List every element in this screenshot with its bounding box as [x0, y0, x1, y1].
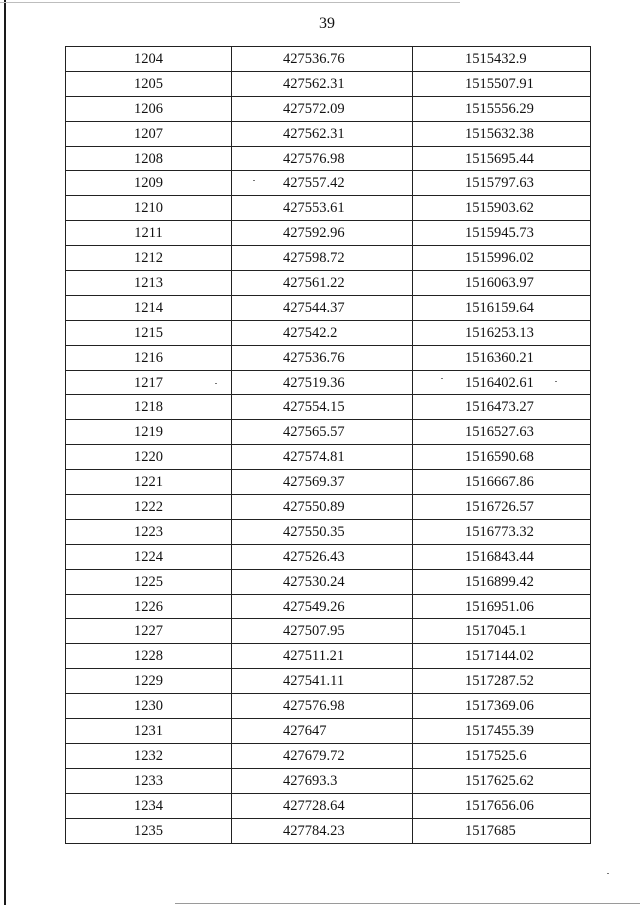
table-row: [66, 246, 591, 271]
table-row: [66, 221, 591, 246]
x-coordinate-cell: 427553.61: [232, 196, 413, 221]
x-coordinate-cell: 427542.2: [232, 320, 413, 345]
y-coordinate-cell: 1517287.52: [413, 669, 591, 694]
y-coordinate-cell: 1516590.68: [413, 445, 591, 470]
y-coordinate-cell: 1515556.29: [413, 96, 591, 121]
y-coordinate-cell: 1516063.97: [413, 271, 591, 296]
scan-bottom-edge: [175, 903, 640, 904]
x-coordinate-cell: 427554.15: [232, 395, 413, 420]
table-row: [66, 743, 591, 768]
point-number-cell: 1219: [66, 420, 232, 445]
x-coordinate-cell: 427565.57: [232, 420, 413, 445]
point-number-cell: 1233: [66, 768, 232, 793]
y-coordinate-cell: 1516159.64: [413, 295, 591, 320]
scan-left-edge: [4, 0, 6, 905]
point-number-cell: 1230: [66, 694, 232, 719]
page-number: 39: [319, 15, 335, 32]
table-row: [66, 121, 591, 146]
table-row: [66, 295, 591, 320]
point-number-cell: 1228: [66, 644, 232, 669]
table-row: [66, 495, 591, 520]
point-number-cell: 1218: [66, 395, 232, 420]
scan-speck: [607, 873, 609, 874]
table-row: [66, 370, 591, 395]
table-row: [66, 345, 591, 370]
point-number-cell: 1232: [66, 743, 232, 768]
x-coordinate-cell: 427507.95: [232, 619, 413, 644]
point-number-cell: 1211: [66, 221, 232, 246]
x-coordinate-cell: 427541.11: [232, 669, 413, 694]
table-row: [66, 445, 591, 470]
x-coordinate-cell: 427592.96: [232, 221, 413, 246]
table-row: [66, 644, 591, 669]
y-coordinate-cell: 1517625.62: [413, 768, 591, 793]
y-coordinate-cell: 1517045.1: [413, 619, 591, 644]
x-coordinate-cell: 427728.64: [232, 793, 413, 818]
point-number-cell: 1220: [66, 445, 232, 470]
point-number-cell: 1205: [66, 71, 232, 96]
x-coordinate-cell: 427519.36: [232, 370, 413, 395]
scan-speck: [253, 180, 255, 181]
table-row: [66, 793, 591, 818]
x-coordinate-cell: 427550.89: [232, 495, 413, 520]
y-coordinate-cell: 1515632.38: [413, 121, 591, 146]
y-coordinate-cell: 1515695.44: [413, 146, 591, 171]
y-coordinate-cell: 1516773.32: [413, 519, 591, 544]
x-coordinate-cell: 427562.31: [232, 121, 413, 146]
table-row: [66, 818, 591, 843]
x-coordinate-cell: 427693.3: [232, 768, 413, 793]
point-number-cell: 1206: [66, 96, 232, 121]
y-coordinate-cell: 1515996.02: [413, 246, 591, 271]
coordinates-table-body: [66, 47, 591, 844]
y-coordinate-cell: 1516726.57: [413, 495, 591, 520]
table-row: [66, 271, 591, 296]
table-row: [66, 669, 591, 694]
x-coordinate-cell: 427598.72: [232, 246, 413, 271]
point-number-cell: 1231: [66, 719, 232, 744]
scan-top-edge: [0, 2, 460, 3]
x-coordinate-cell: 427511.21: [232, 644, 413, 669]
y-coordinate-cell: 1515797.63: [413, 171, 591, 196]
y-coordinate-cell: 1516527.63: [413, 420, 591, 445]
table-row: [66, 395, 591, 420]
y-coordinate-cell: 1516402.61: [413, 370, 591, 395]
x-coordinate-cell: 427647: [232, 719, 413, 744]
x-coordinate-cell: 427576.98: [232, 694, 413, 719]
table-row: [66, 470, 591, 495]
y-coordinate-cell: 1516473.27: [413, 395, 591, 420]
scan-speck: [555, 381, 557, 382]
point-number-cell: 1227: [66, 619, 232, 644]
point-number-cell: 1207: [66, 121, 232, 146]
y-coordinate-cell: 1515945.73: [413, 221, 591, 246]
table-row: [66, 544, 591, 569]
table-row: [66, 196, 591, 221]
table-row: [66, 694, 591, 719]
table-row: [66, 719, 591, 744]
x-coordinate-cell: 427550.35: [232, 519, 413, 544]
x-coordinate-cell: 427562.31: [232, 71, 413, 96]
table-row: [66, 594, 591, 619]
y-coordinate-cell: 1517685: [413, 818, 591, 843]
x-coordinate-cell: 427526.43: [232, 544, 413, 569]
table-row: [66, 96, 591, 121]
point-number-cell: 1229: [66, 669, 232, 694]
x-coordinate-cell: 427679.72: [232, 743, 413, 768]
point-number-cell: 1235: [66, 818, 232, 843]
point-number-cell: 1224: [66, 544, 232, 569]
point-number-cell: 1204: [66, 47, 232, 72]
coordinates-table: [65, 46, 591, 844]
table-row: [66, 146, 591, 171]
y-coordinate-cell: 1515903.62: [413, 196, 591, 221]
x-coordinate-cell: 427576.98: [232, 146, 413, 171]
y-coordinate-cell: 1517656.06: [413, 793, 591, 818]
point-number-cell: 1225: [66, 569, 232, 594]
y-coordinate-cell: 1516843.44: [413, 544, 591, 569]
point-number-cell: 1214: [66, 295, 232, 320]
table-row: [66, 768, 591, 793]
table-row: [66, 320, 591, 345]
y-coordinate-cell: 1516899.42: [413, 569, 591, 594]
y-coordinate-cell: 1517455.39: [413, 719, 591, 744]
point-number-cell: 1226: [66, 594, 232, 619]
x-coordinate-cell: 427536.76: [232, 47, 413, 72]
x-coordinate-cell: 427549.26: [232, 594, 413, 619]
y-coordinate-cell: 1516360.21: [413, 345, 591, 370]
point-number-cell: 1221: [66, 470, 232, 495]
y-coordinate-cell: 1517369.06: [413, 694, 591, 719]
table-row: [66, 171, 591, 196]
table-row: [66, 71, 591, 96]
point-number-cell: 1209: [66, 171, 232, 196]
y-coordinate-cell: 1516253.13: [413, 320, 591, 345]
y-coordinate-cell: 1515507.91: [413, 71, 591, 96]
point-number-cell: 1217: [66, 370, 232, 395]
x-coordinate-cell: 427530.24: [232, 569, 413, 594]
point-number-cell: 1234: [66, 793, 232, 818]
point-number-cell: 1215: [66, 320, 232, 345]
table-row: [66, 420, 591, 445]
point-number-cell: 1212: [66, 246, 232, 271]
y-coordinate-cell: 1515432.9: [413, 47, 591, 72]
x-coordinate-cell: 427572.09: [232, 96, 413, 121]
scan-speck: [441, 378, 443, 379]
y-coordinate-cell: 1516667.86: [413, 470, 591, 495]
point-number-cell: 1208: [66, 146, 232, 171]
table-row: [66, 47, 591, 72]
y-coordinate-cell: 1516951.06: [413, 594, 591, 619]
x-coordinate-cell: 427557.42: [232, 171, 413, 196]
y-coordinate-cell: 1517525.6: [413, 743, 591, 768]
table-row: [66, 619, 591, 644]
point-number-cell: 1222: [66, 495, 232, 520]
point-number-cell: 1210: [66, 196, 232, 221]
x-coordinate-cell: 427569.37: [232, 470, 413, 495]
point-number-cell: 1216: [66, 345, 232, 370]
point-number-cell: 1213: [66, 271, 232, 296]
point-number-cell: 1223: [66, 519, 232, 544]
y-coordinate-cell: 1517144.02: [413, 644, 591, 669]
x-coordinate-cell: 427544.37: [232, 295, 413, 320]
x-coordinate-cell: 427536.76: [232, 345, 413, 370]
x-coordinate-cell: 427561.22: [232, 271, 413, 296]
x-coordinate-cell: 427784.23: [232, 818, 413, 843]
scan-speck: [215, 383, 217, 384]
table-row: [66, 519, 591, 544]
x-coordinate-cell: 427574.81: [232, 445, 413, 470]
table-row: [66, 569, 591, 594]
